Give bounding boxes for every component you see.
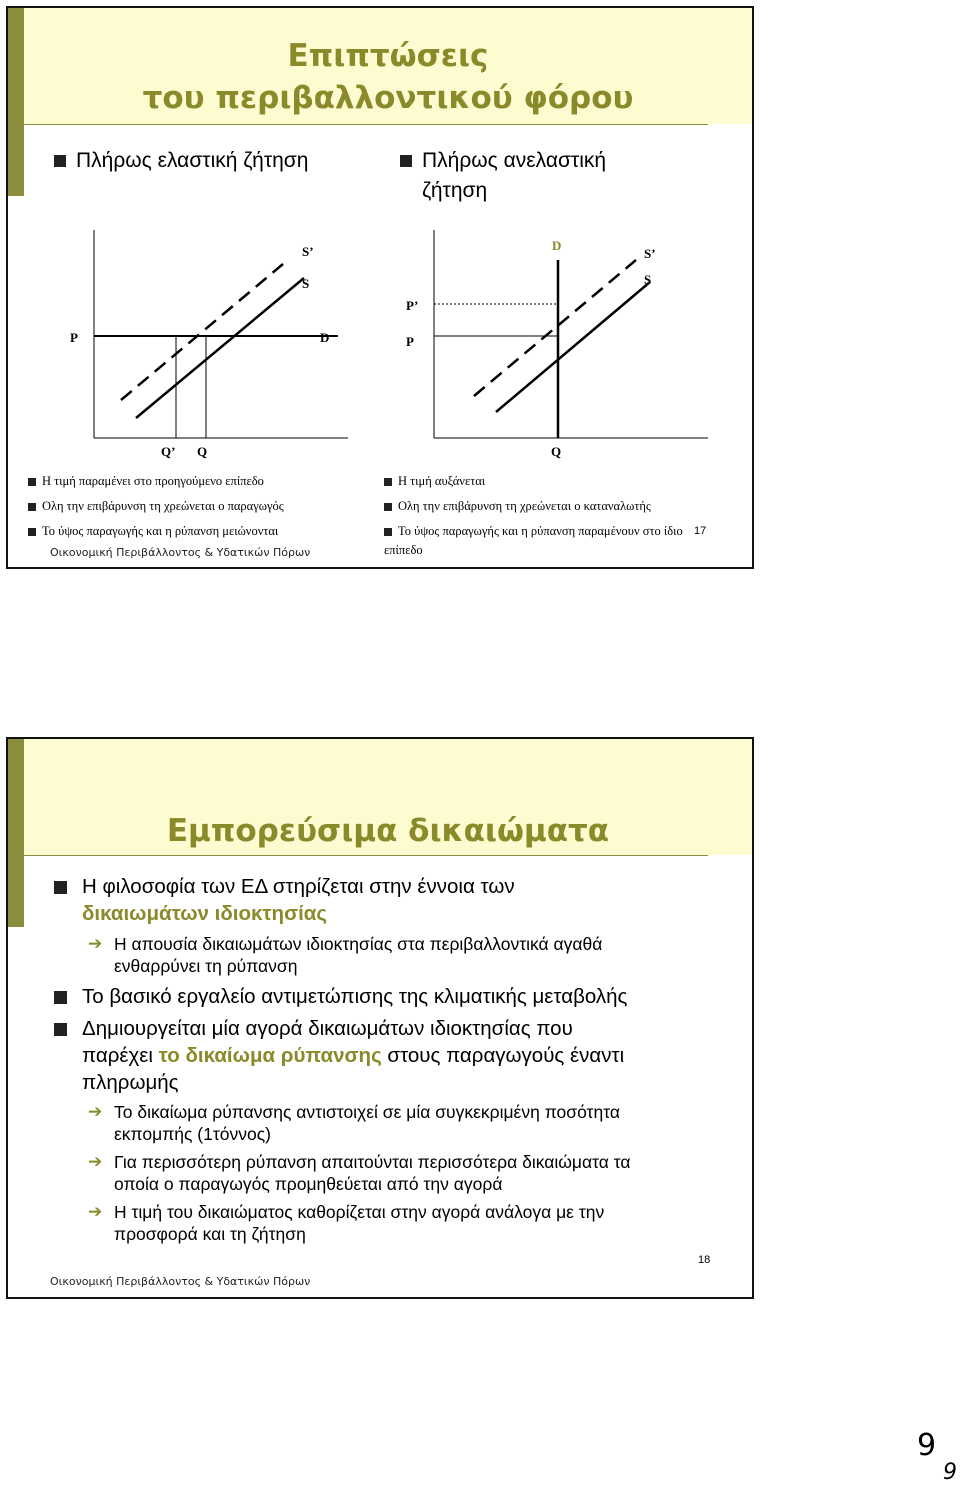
square-bullet-icon bbox=[28, 478, 36, 486]
right-bullet-1 bbox=[384, 473, 485, 489]
arrow-right-icon: ➔ bbox=[88, 934, 103, 953]
inelastic-demand-graph bbox=[8, 8, 754, 468]
subbullet-line: Η τιμή του δικαιώματος καθορίζεται στην αγορά ανάλογα με την bbox=[114, 1202, 605, 1222]
bullet-line: πληρωμής bbox=[82, 1071, 179, 1094]
right-bullet-3-text: Το ύψος παραγωγής και η ρύπανση παραμένουν στο ίδιο bbox=[398, 524, 683, 538]
bullet-line bbox=[82, 1042, 624, 1069]
label-p: P bbox=[406, 334, 414, 349]
slide-title-line2: του περιβαλλοντικού φόρου bbox=[142, 80, 634, 116]
bullet-segment: στους παραγωγούς έναντι bbox=[381, 1044, 625, 1067]
slide-environmental-tax bbox=[6, 6, 754, 569]
label-s: S bbox=[302, 276, 310, 291]
subbullet-line: προσφορά και τη ζήτηση bbox=[114, 1224, 306, 1244]
right-bullet-2 bbox=[384, 498, 651, 514]
arrow-right-icon: ➔ bbox=[88, 1152, 103, 1171]
bullet-text: Το βασικό εργαλείο αντιμετώπισης της κλιματικής μεταβολής bbox=[82, 985, 628, 1008]
subbullet-line: Για περισσότερη ρύπανση απαιτούνται περισσότερα δικαιώματα τα bbox=[114, 1152, 631, 1172]
left-bullet-2-text: Ολη την επιβάρυνση τη χρεώνεται ο παραγωγός bbox=[42, 499, 284, 513]
left-header-text: Πλήρως ελαστική ζήτηση bbox=[76, 149, 309, 172]
label-q: Q bbox=[551, 444, 562, 459]
left-bullet-3-text: Το ύψος παραγωγής και η ρύπανση μειώνονται bbox=[42, 524, 279, 538]
slide-sidebar-accent bbox=[8, 739, 24, 927]
bullet-line: Η φιλοσοφία των ΕΔ στηρίζεται στην έννοια των bbox=[82, 875, 515, 898]
subbullet-text bbox=[114, 1101, 620, 1145]
title-divider bbox=[8, 855, 708, 856]
left-bullet-1-text: Η τιμή παραμένει στο προηγούμενο επίπεδο bbox=[42, 474, 264, 488]
left-bullet-1 bbox=[28, 473, 264, 489]
left-bullet-2 bbox=[28, 498, 284, 514]
left-bullet-3 bbox=[28, 523, 278, 539]
subbullet-text bbox=[114, 1201, 604, 1245]
subbullet-line: Το δικαίωμα ρύπανσης αντιστοιχεί σε μία συγκεκριμένη ποσότητα bbox=[114, 1102, 620, 1122]
label-p: P bbox=[70, 330, 78, 345]
label-d: D bbox=[552, 238, 562, 253]
bullet-segment: παρέχει bbox=[82, 1044, 159, 1067]
subbullet-text bbox=[114, 933, 602, 977]
slide-number: 17 bbox=[694, 525, 707, 537]
square-bullet-icon bbox=[28, 528, 36, 536]
right-bullet-1-text: Η τιμή αυξάνεται bbox=[398, 474, 486, 488]
square-bullet-icon bbox=[384, 503, 392, 511]
label-p-prime: P’ bbox=[406, 298, 419, 313]
page-number-italic: 9 bbox=[943, 1460, 957, 1485]
slide-number: 18 bbox=[698, 1254, 711, 1266]
subbullet-line: ενθαρρύνει τη ρύπανση bbox=[114, 956, 298, 976]
slide-title: Εμπορεύσιμα δικαιώματα bbox=[166, 813, 610, 849]
subbullet-line: Η απουσία δικαιωμάτων ιδιοκτησίας στα περιβαλλοντικά αγαθά bbox=[114, 934, 603, 954]
square-bullet-icon bbox=[384, 478, 392, 486]
supply-line-s-prime bbox=[474, 260, 636, 396]
bullet-text bbox=[82, 873, 515, 927]
bullet-line: Δημιουργείται μία αγορά δικαιωμάτων ιδιοκτησίας που bbox=[82, 1017, 573, 1040]
right-header-text-1: Πλήρως ανελαστική bbox=[422, 149, 607, 172]
label-d: D bbox=[320, 330, 330, 345]
supply-line-s bbox=[496, 282, 650, 412]
right-bullet-3 bbox=[384, 523, 683, 539]
bullet-highlight: δικαιωμάτων ιδιοκτησίας bbox=[82, 902, 328, 925]
label-q: Q bbox=[197, 444, 208, 459]
right-bullet-3-cont: επίπεδο bbox=[384, 543, 423, 557]
label-s-prime: S’ bbox=[644, 246, 656, 261]
page-number: 9 bbox=[917, 1428, 937, 1463]
bullet-text bbox=[82, 1015, 624, 1096]
square-bullet-icon bbox=[384, 528, 392, 536]
label-s: S bbox=[644, 272, 652, 287]
subbullet-text bbox=[114, 1151, 631, 1195]
square-bullet-icon bbox=[54, 991, 67, 1004]
right-bullet-2-text: Ολη την επιβάρυνση τη χρεώνεται ο καταναλωτής bbox=[398, 499, 651, 513]
arrow-right-icon: ➔ bbox=[88, 1202, 103, 1221]
square-bullet-icon bbox=[54, 1023, 67, 1036]
label-q-prime: Q’ bbox=[161, 444, 176, 459]
arrow-right-icon: ➔ bbox=[88, 1102, 103, 1121]
slide-footer: Οικονομική Περιβάλλοντος & Υδατικών Πόρων bbox=[50, 546, 311, 559]
bullet-highlight: το δικαίωμα ρύπανσης bbox=[158, 1044, 382, 1067]
slide-footer: Οικονομική Περιβάλλοντος & Υδατικών Πόρων bbox=[50, 1275, 311, 1288]
right-header-text-2: ζήτηση bbox=[422, 179, 488, 202]
subbullet-line: οποία ο παραγωγός προμηθεύεται από την αγορά bbox=[114, 1174, 503, 1194]
square-bullet-icon bbox=[54, 881, 67, 894]
subbullet-line: εκπομπής (1τόννος) bbox=[114, 1124, 271, 1144]
slide-title-line1: Επιπτώσεις bbox=[287, 38, 489, 74]
square-bullet-icon bbox=[28, 503, 36, 511]
label-s-prime: S’ bbox=[302, 244, 314, 259]
slide-tradable-permits bbox=[6, 737, 754, 1299]
